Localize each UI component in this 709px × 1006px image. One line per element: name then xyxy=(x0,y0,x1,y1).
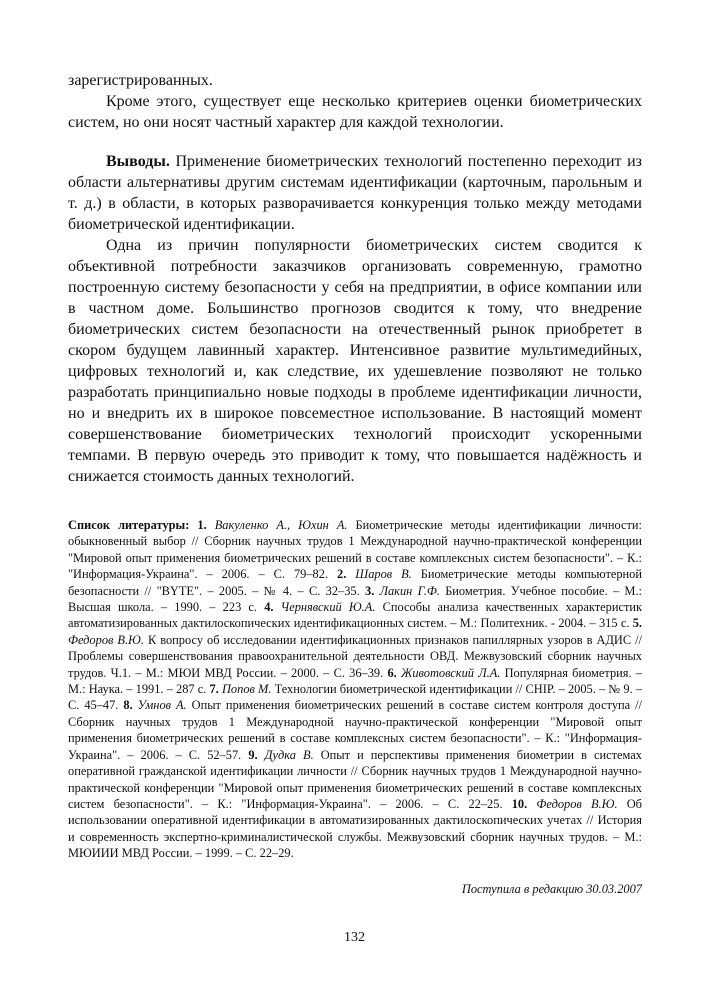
reference-authors: Чернявский Ю.А. xyxy=(280,600,383,615)
references xyxy=(68,517,642,862)
reference-authors: Шаров В. xyxy=(355,567,421,582)
reference-text: Биометрия. Учебное пособие. – М.: Высшая школа. – 1990. – 223 с. xyxy=(68,583,642,615)
reference-number: 10. xyxy=(511,796,537,811)
spacer xyxy=(68,133,642,151)
reference-text: Об использовании оперативной идентификации в автоматизированных дактилоскопических учетах // История и современность экспертно-криминалистической службы. Межвузовский сборник научных трудов. – М.: МЮИИИ МВД России. – 1999. – С. 22–29. xyxy=(68,796,642,861)
reference-list xyxy=(68,518,642,860)
reference-text: Опыт и перспективы применения биометрии в системах оперативной гражданской идентификации личности // Сборник научных трудов 1 Международной научно-практической конференции "Мировой опыт применения биометрических решений в составе комплексных систем безопасности". – К.: "Информация-Украина". – 2006. – С. 22–25. xyxy=(68,747,642,811)
reference-number: 9. xyxy=(248,747,265,762)
reference-authors: Умнов А. xyxy=(137,698,192,713)
reference-text: К вопросу об исследовании идентификационных признаков папиллярных узоров в АДИС // Проблемы совершенствования правоохранительной деятельности ОВД. Межвузовский сборник научных трудов. Ч.1. – М.: МЮИ МВД России. – 2000. – С. 36–39. xyxy=(68,632,642,680)
reference-text: Популярная биометрия. – М.: Наука. – 1991. – 287 с. xyxy=(68,665,642,697)
reference-text: Технологии биометрической идентификации // CHIP. – 2005. – № 9. – С. 45–47. xyxy=(68,682,643,713)
reference-number: 5. xyxy=(632,616,642,631)
reference-text: Способы анализа качественных характеристик автоматизированных дактилоскопических идентификационных систем. – М.: Политехник. - 2004. – 315 с. xyxy=(68,600,643,631)
reference-authors: Вакуленко А., Юхин А. xyxy=(214,518,356,532)
reference-text: Биометрические методы компьютерной безопасности // "BYTE". – 2005. – № 4. – С. 32–35. xyxy=(68,567,643,598)
paragraph-popularity: Одна из причин популярности биометрических систем сводится к объективной потребности заказчиков организовать современную, грамотно построенную систему безопасности у себя на предприятии, в офисе компании или в частном доме. Большинство прогнозов сводится к тому, что внедрение биометрических систем безопасности на отечественный рынок приобретет в скором будущем лавинный характер. Интенсивное развитие мультимедийных, цифровых технологий и, как следствие, их удешевление позволяют не только разработать принципиально новые подходы в проблеме идентификации личности, но и внедрить их в широкое повсеместное использование. В настоящий момент совершенствование биометрических технологий происходит ускоренными темпами. В первую очередь это приводит к тому, что повышается надёжность и снижается стоимость данных технологий. xyxy=(68,237,642,485)
reference-number: 6. xyxy=(387,665,401,680)
reference-number: 1. xyxy=(197,518,215,532)
page-number: 132 xyxy=(344,930,365,945)
references-heading: Список литературы: xyxy=(68,518,190,532)
reference-authors: Лакин Г.Ф. xyxy=(379,583,446,598)
reference-authors: Животовский Л.А. xyxy=(400,665,505,680)
received-date: Поступила в редакцию 30.03.2007 xyxy=(461,881,642,896)
reference-number: 8. xyxy=(123,698,138,713)
reference-text: Опыт применения биометрических решений в составе систем контроля доступа // Сборник научных трудов 1 Международной научно-практической конференции "Мировой опыт применения биометрических решений в составе комплексных систем безопасности". – К.: "Информация-Украина". – 2006. – С. 52–57. xyxy=(68,698,642,762)
page xyxy=(68,70,642,897)
conclusions-label: Выводы. xyxy=(106,153,170,170)
reference-authors: Дудка В. xyxy=(264,747,321,762)
reference-number: 7. xyxy=(209,682,222,697)
reference-number: 3. xyxy=(365,583,380,598)
reference-authors: Попов М. xyxy=(221,682,275,697)
paragraph-criteria: Кроме этого, существует еще несколько критериев оценки биометрических систем, но они носят частный характер для каждой технологии. xyxy=(68,93,642,131)
paragraph-conclusions xyxy=(68,151,642,235)
reference-number: 4. xyxy=(264,600,281,615)
reference-text: Биометрические методы идентификации личности: обыкновенный выбор // Сборник научных трудов 1 Международной научно-практической конференции "Мировой опыт применения биометрических решений в составе комплексных систем безопасности". – К.: "Информация-Украина". – 2006. – С. 79–82. xyxy=(68,518,642,582)
article-body xyxy=(68,70,642,487)
reference-authors: Федоров В.Ю. xyxy=(536,796,627,811)
conclusions-text: Применение биометрических технологий постепенно переходит из области альтернативы другим системам идентификации (карточным, парольным и т. д.) в области, в которых разворачивается конкуренция только между методами биометрической идентификации. xyxy=(68,153,642,233)
reference-authors: Федоров В.Ю. xyxy=(68,632,148,647)
paragraph-continuation: зарегистрированных. xyxy=(68,72,213,89)
reference-number: 2. xyxy=(337,567,356,582)
